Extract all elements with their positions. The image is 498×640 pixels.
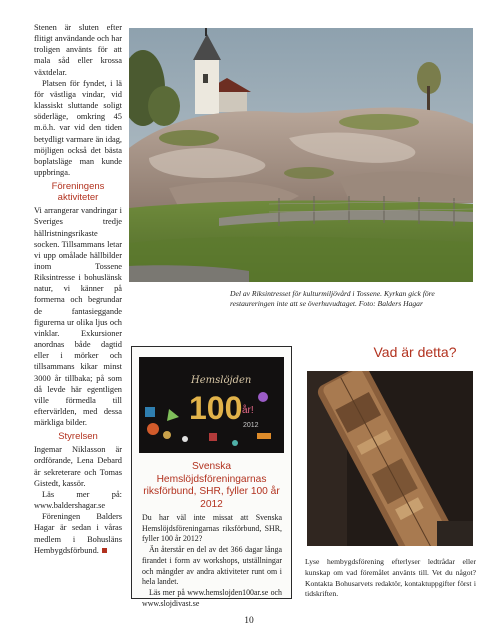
mystery-object-photo bbox=[307, 371, 473, 546]
activities-heading: Föreningens aktiviteter bbox=[51, 181, 105, 204]
box-title: Svenska Hemslöjdsföreningarnas riksförbund, SHR, fyller 100 år 2012 bbox=[143, 461, 280, 510]
board-heading: Styrelsen bbox=[58, 431, 98, 443]
box-body bbox=[142, 513, 282, 609]
logo-suffix-text: år! bbox=[242, 405, 254, 416]
activities-paragraph: Vi arrangerar vandringar i Sveriges tredje hällristningsrikaste socken. Tillsammans letar vi upp omålade hällbilder inom Tossene Riksintresse i bohuslänsk natur, vi känner på formerna och begrundar de fantasieggande figurerna ur olika ljus och vinklar. Exkursioner anordnas både dagtid eller i mörker och tillsammans kikar minst 3000 år tillbaka; på som då levde här egentligen ville förmedla till eftervärlden, med dessa märkliga bilder. bbox=[34, 206, 122, 428]
left-column bbox=[34, 22, 122, 556]
mystery-object-description: Lyse hembygdsförening efterlyser ledtrådar eller kunskap om vad föremålet använts till. Vet du något? Kontakta Bohusarvets redaktör, kontaktuppgifter först i tidskriften. bbox=[305, 557, 476, 599]
board-closing-paragraph bbox=[34, 511, 122, 556]
church-landscape-photo bbox=[129, 28, 473, 282]
photo-caption: Del av Riksintresset för kulturmiljövård i Tossene. Kyrkan gick före restaureringen inte att se överhuvudtaget. Foto: Balders Hagar bbox=[230, 289, 435, 308]
hemslojden-100-logo bbox=[139, 357, 284, 453]
mystery-object-heading: Vad är detta? bbox=[373, 344, 457, 360]
board-closing-text: Föreningen Balders Hagar är sedan i våras medlem i Bohusläns Hembygdsförbund. bbox=[34, 512, 122, 555]
box-paragraph-1: Du har väl inte missat att Svenska Hemslöjdsföreningarnas riksförbund, SHR, fyller 100 år 2012? bbox=[142, 513, 282, 544]
board-paragraph: Ingemar Niklasson är ordförande, Lena Debard är sekreterare och Tomas Gistedt, kassör. bbox=[34, 445, 122, 488]
logo-year-text: 2012 bbox=[243, 422, 259, 429]
article-end-marker bbox=[102, 548, 107, 553]
intro-paragraph: Stenen är sluten efter flitigt användande och har troligen använts för att mala såd eller krossa växtdelar. bbox=[34, 23, 122, 77]
page-number: 10 bbox=[244, 616, 254, 626]
hemslojden-logo-artwork bbox=[139, 357, 284, 453]
site-paragraph: Platsen för fyndet, i lä för västliga vindar, vid klassiskt sluttande soligt söderläge, omkring 45 m.ö.h. var vid den tiden betydligt varmare än idag, möjligen också det bästa boplatsläge man kunde uppbringa. bbox=[34, 78, 122, 178]
box-links-paragraph[interactable]: Läs mer på www.hemslojden100ar.se och www.slojdivast.se bbox=[142, 587, 282, 608]
logo-script-text: Hemslöjden bbox=[191, 375, 252, 386]
church-landscape-illustration bbox=[129, 28, 473, 282]
hemslojden-info-box bbox=[131, 346, 292, 608]
box-paragraph-2: Än återstår en del av det 366 dagar långa firandet i form av workshops, utställningar och mängder av andra aktiviteter runt om i hela landet. bbox=[142, 545, 282, 587]
board-web-link[interactable]: Läs mer på: www.baldershagar.se bbox=[34, 489, 122, 511]
logo-number-text: 100 bbox=[189, 390, 243, 426]
wooden-tool-illustration bbox=[307, 371, 473, 546]
